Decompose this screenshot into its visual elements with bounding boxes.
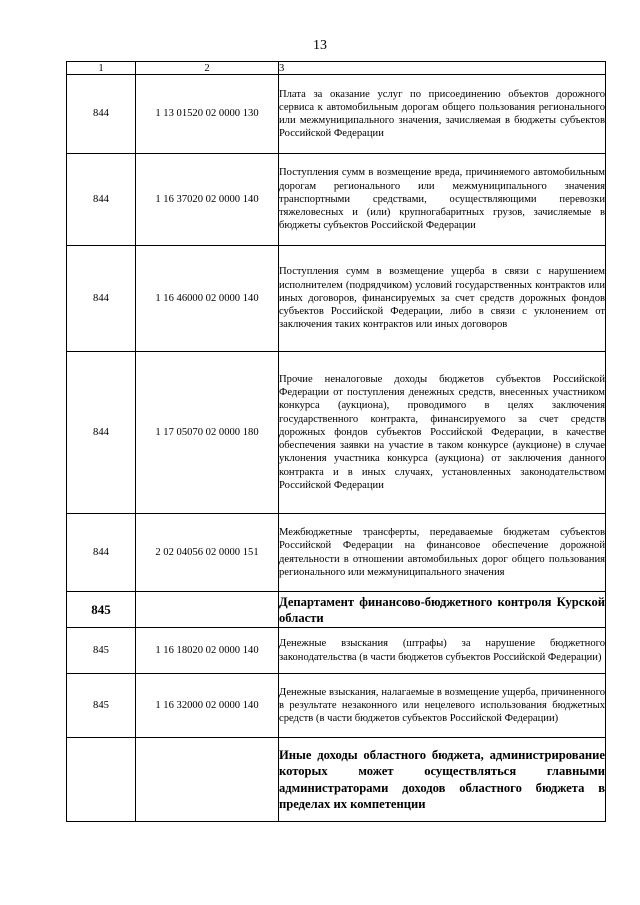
revenue-code xyxy=(136,738,279,822)
revenue-code: 1 16 46000 02 0000 140 xyxy=(136,246,279,352)
revenue-codes-table xyxy=(66,61,606,822)
other-revenues-description: Иные доходы областного бюджета, администрирование которых может осуществляться главными администраторами доходов областного бюджета в пределах их компетенции xyxy=(279,738,606,822)
revenue-code: 2 02 04056 02 0000 151 xyxy=(136,514,279,592)
admin-code: 845 xyxy=(67,674,136,738)
revenue-code: 1 16 37020 02 0000 140 xyxy=(136,154,279,246)
revenue-description: Межбюджетные трансферты, передаваемые бюджетам субъектов Российской Федерации на финансовое обеспечение дорожной деятельности в отношении автомобильных дорог общего пользования регионального или межмуниципального значения xyxy=(279,514,606,592)
department-row xyxy=(67,592,606,628)
revenue-description: Денежные взыскания (штрафы) за нарушение бюджетного законодательства (в части бюджетов субъектов Российской Федерации) xyxy=(279,628,606,674)
page-number: 13 xyxy=(313,38,327,53)
department-admin-code: 845 xyxy=(67,592,136,628)
revenue-code: 1 16 32000 02 0000 140 xyxy=(136,674,279,738)
admin-code: 845 xyxy=(67,628,136,674)
revenue-description: Поступления сумм в возмещение вреда, причиняемого автомобильным дорогам регионального или межмуниципального значения транспортными средствами, осуществляющими перевозки тяжеловесных и (или) крупногабаритных грузов, зачисляемые в бюджеты субъектов Российской Федерации xyxy=(279,154,606,246)
table-row xyxy=(67,246,606,352)
admin-code: 844 xyxy=(67,246,136,352)
table-row xyxy=(67,674,606,738)
header-col-1: 1 xyxy=(67,62,136,75)
table-row xyxy=(67,628,606,674)
table-header-row xyxy=(67,62,606,75)
admin-code: 844 xyxy=(67,352,136,514)
header-col-3: 3 xyxy=(279,62,606,75)
revenue-code: 1 17 05070 02 0000 180 xyxy=(136,352,279,514)
department-name: Департамент финансово-бюджетного контроля Курской области xyxy=(279,592,606,628)
admin-code: 844 xyxy=(67,154,136,246)
revenue-description: Прочие неналоговые доходы бюджетов субъектов Российской Федерации от поступления денежных средств, внесенных участником конкурса (аукциона), проводимого в целях заключения государственного контракта, финансируемого за счет средств дорожных фондов субъектов Российской Федерации, в качестве обеспечения заявки на участие в таком конкурсе (аукционе) в случае уклонения участника конкурса (аукциона) от заключения данного контракта и в иных случаях, установленных законодательством Российской Федерации xyxy=(279,352,606,514)
table-row xyxy=(67,154,606,246)
revenue-description: Денежные взыскания, налагаемые в возмещение ущерба, причиненного в результате незаконного или нецелевого использования бюджетных средств (в части бюджетов субъектов Российской Федерации) xyxy=(279,674,606,738)
admin-code: 844 xyxy=(67,75,136,154)
final-row xyxy=(67,738,606,822)
admin-code: 844 xyxy=(67,514,136,592)
table-row xyxy=(67,514,606,592)
admin-code xyxy=(67,738,136,822)
revenue-description: Плата за оказание услуг по присоединению объектов дорожного сервиса к автомобильным дорогам общего пользования регионального или межмуниципального значения, зачисляемая в бюджеты субъектов Российской Федерации xyxy=(279,75,606,154)
revenue-code: 1 13 01520 02 0000 130 xyxy=(136,75,279,154)
department-code-empty xyxy=(136,592,279,628)
revenue-description: Поступления сумм в возмещение ущерба в связи с нарушением исполнителем (подрядчиком) условий государственных контрактов или иных договоров, финансируемых за счет средств дорожных фондов субъектов Российской Федерации, либо в связи с уклонением от заключения таких контрактов или иных договоров xyxy=(279,246,606,352)
header-col-2: 2 xyxy=(136,62,279,75)
table-row xyxy=(67,352,606,514)
table-row xyxy=(67,75,606,154)
revenue-code: 1 16 18020 02 0000 140 xyxy=(136,628,279,674)
